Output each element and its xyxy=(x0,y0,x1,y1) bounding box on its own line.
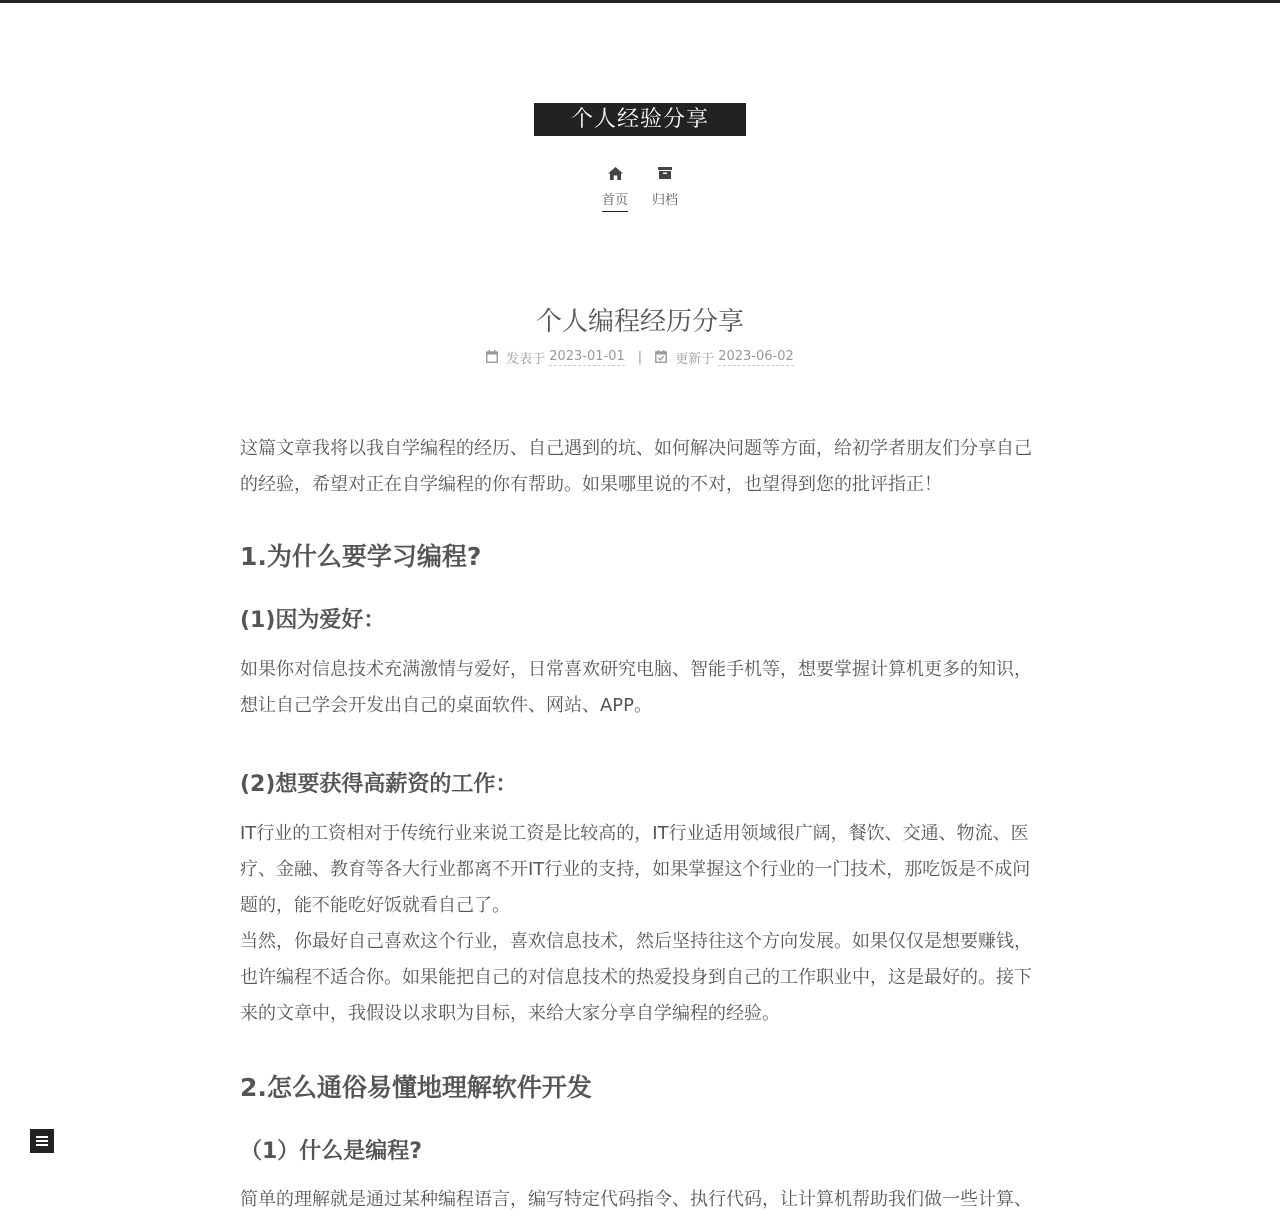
post-meta xyxy=(0,348,1280,367)
post-body xyxy=(240,431,1040,1218)
posted-label: 发表于 xyxy=(506,352,546,367)
menu-item-label: 首页 xyxy=(602,189,628,212)
menu-item-label: 归档 xyxy=(651,193,678,208)
subsection-heading: （1）什么是编程? xyxy=(240,1139,423,1164)
section-heading: 1.为什么要学习编程? xyxy=(240,542,482,571)
subsection-heading: (2)想要获得高薪资的工作： xyxy=(240,772,518,797)
paragraph: 如果你对信息技术充满激情与爱好，日常喜欢研究电脑、智能手机等，想要掌握计算机更多的知识，想让自己学会开发出自己的桌面软件、网站、APP。 xyxy=(240,659,1032,716)
archive-icon xyxy=(658,163,672,183)
site-title[interactable]: 个人经验分享 xyxy=(534,103,746,136)
menu-icon xyxy=(36,1134,48,1148)
calendar-icon xyxy=(486,350,502,365)
updated-date[interactable]: 2023-06-02 xyxy=(718,349,794,364)
intro-paragraph: 这篇文章我将以我自学编程的经历、自己遇到的坑、如何解决问题等方面，给初学者朋友们分享自己的经验，希望对正在自学编程的你有帮助。如果哪里说的不对，也望得到您的批评指正！ xyxy=(240,438,1032,495)
main-menu xyxy=(0,163,1280,212)
subsection-heading: (1)因为爱好： xyxy=(240,608,386,633)
meta-separator: | xyxy=(637,350,643,365)
paragraph: 当然，你最好自己喜欢这个行业，喜欢信息技术，然后坚持往这个方向发展。如果仅仅是想要赚钱，也许编程不适合你。如果能把自己的对信息技术的热爱投身到自己的工作职业中，这是最好的。接下来的文章中，我假设以求职为目标，来给大家分享自学编程的经验。 xyxy=(240,931,1032,1024)
updated-label: 更新于 xyxy=(675,352,715,367)
menu-item-home[interactable] xyxy=(601,163,629,212)
section-heading: 2.怎么通俗易懂地理解软件开发 xyxy=(240,1073,592,1102)
post-title: 个人编程经历分享 xyxy=(535,307,744,337)
posted-date[interactable]: 2023-01-01 xyxy=(549,349,625,364)
home-icon xyxy=(608,163,623,183)
calendar-check-icon xyxy=(655,350,671,365)
site-header xyxy=(0,103,1280,136)
sidebar-toggle-button[interactable] xyxy=(30,1129,54,1153)
paragraph: IT行业的工资相对于传统行业来说工资是比较高的，IT行业适用领域很广阔，餐饮、交通、物流、医疗、金融、教育等各大行业都离不开IT行业的支持，如果掌握这个行业的一门技术，那吃饭是不成问题的，能不能吃好饭就看自己了。 xyxy=(240,823,1031,916)
menu-item-archive[interactable] xyxy=(651,163,679,212)
paragraph: 简单的理解就是通过某种编程语言，编写特定代码指令、执行代码，让计算机帮助我们做一些计算、 xyxy=(240,1189,1032,1210)
